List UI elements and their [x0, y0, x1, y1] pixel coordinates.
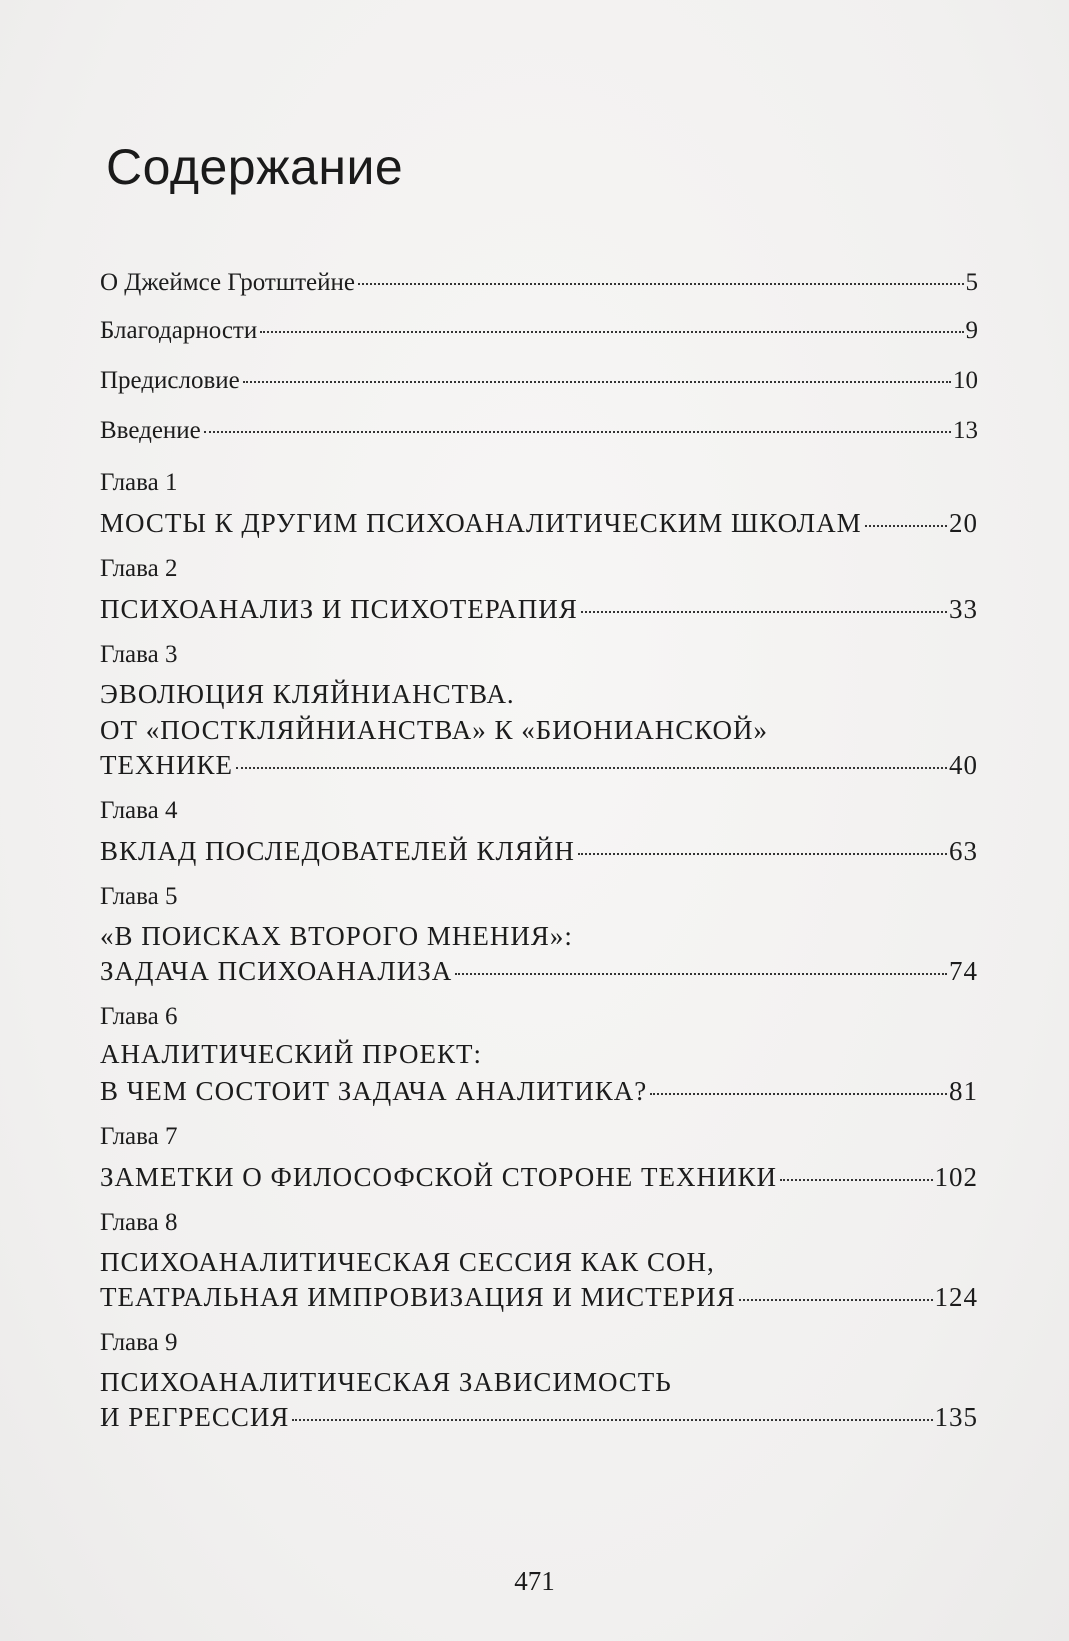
toc-entry-label: В ЧЕМ СОСТОИТ ЗАДАЧА АНАЛИТИКА? [100, 1076, 648, 1106]
chapter-label: Глава 1 [100, 469, 178, 496]
toc-page-number: 5 [965, 269, 978, 296]
dot-leader [292, 1419, 932, 1421]
chapter-label: Глава 6 [100, 1003, 178, 1030]
chapter-label: Глава 4 [100, 797, 178, 824]
chapter-title-line: «В ПОИСКАХ ВТОРОГО МНЕНИЯ»: [100, 921, 573, 951]
toc-page-number: 102 [934, 1162, 978, 1192]
toc-entry-chapter-5[interactable] [100, 954, 978, 988]
dot-leader [578, 853, 947, 855]
toc-entry-front-0[interactable] [100, 266, 978, 300]
chapter-title-line: ПСИХОАНАЛИТИЧЕСКАЯ ЗАВИСИМОСТЬ [100, 1367, 672, 1397]
toc-entry-chapter-3[interactable] [100, 748, 978, 782]
dot-leader [236, 767, 947, 769]
chapter-label: Глава 2 [100, 555, 178, 582]
chapter-label: Глава 5 [100, 883, 178, 910]
dot-leader [739, 1299, 933, 1301]
chapter-title-line: АНАЛИТИЧЕСКИЙ ПРОЕКТ: [100, 1039, 482, 1069]
dot-leader [455, 973, 947, 975]
dot-leader [204, 431, 951, 433]
toc-entry-chapter-9[interactable] [100, 1400, 978, 1434]
chapter-label: Глава 7 [100, 1123, 178, 1150]
dot-leader [650, 1093, 947, 1095]
toc-entry-label: Благодарности [100, 317, 258, 344]
toc-entry-chapter-1[interactable] [100, 506, 978, 540]
page-title: Содержание [106, 139, 404, 195]
chapter-title-line: ПСИХОАНАЛИТИЧЕСКАЯ СЕССИЯ КАК СОН, [100, 1247, 715, 1277]
toc-entry-front-2[interactable] [100, 364, 978, 398]
chapter-title-line: ОТ «ПОСТКЛЯЙНИАНСТВА» К «БИОНИАНСКОЙ» [100, 715, 769, 745]
toc-entry-chapter-2[interactable] [100, 592, 978, 626]
toc-entry-chapter-7[interactable] [100, 1160, 978, 1194]
toc-entry-label: ЗАДАЧА ПСИХОАНАЛИЗА [100, 956, 453, 986]
toc-page-number: 20 [949, 508, 978, 538]
toc-entry-label: ТЕХНИКЕ [100, 750, 233, 780]
chapter-label: Глава 8 [100, 1209, 178, 1236]
toc-page-number: 74 [949, 956, 978, 986]
toc-page-number: 13 [953, 417, 978, 444]
toc-page-number: 40 [949, 750, 978, 780]
toc-page-number: 124 [934, 1282, 978, 1312]
toc-page-number: 63 [949, 836, 978, 866]
toc-page-number: 33 [949, 594, 978, 624]
toc-page-number: 81 [949, 1076, 978, 1106]
dot-leader [243, 381, 951, 383]
toc-entry-chapter-6[interactable] [100, 1074, 978, 1108]
toc-entry-label: О Джеймсе Гротштейне [100, 269, 355, 296]
dot-leader [358, 283, 964, 285]
dot-leader [780, 1179, 933, 1181]
toc-entry-chapter-8[interactable] [100, 1280, 978, 1314]
toc-entry-label: ЗАМЕТКИ О ФИЛОСОФСКОЙ СТОРОНЕ ТЕХНИКИ [100, 1162, 777, 1192]
chapter-label: Глава 3 [100, 641, 178, 668]
dot-leader [865, 525, 947, 527]
toc-page-number: 9 [965, 317, 978, 344]
chapter-title-line: ЭВОЛЮЦИЯ КЛЯЙНИАНСТВА. [100, 679, 515, 709]
toc-entry-label: ПСИХОАНАЛИЗ И ПСИХОТЕРАПИЯ [100, 594, 578, 624]
toc-entry-label: ТЕАТРАЛЬНАЯ ИМПРОВИЗАЦИЯ И МИСТЕРИЯ [100, 1282, 736, 1312]
toc-entry-label: Предисловие [100, 367, 240, 394]
toc-entry-front-3[interactable] [100, 414, 978, 448]
toc-page-number: 10 [953, 367, 978, 394]
toc-entry-label: МОСТЫ К ДРУГИМ ПСИХОАНАЛИТИЧЕСКИМ ШКОЛАМ [100, 508, 862, 538]
chapter-label: Глава 9 [100, 1329, 178, 1356]
toc-entry-chapter-4[interactable] [100, 834, 978, 868]
toc-entry-label: И РЕГРЕССИЯ [100, 1402, 290, 1432]
toc-entry-front-1[interactable] [100, 314, 978, 348]
dot-leader [581, 611, 947, 613]
toc-entry-label: ВКЛАД ПОСЛЕДОВАТЕЛЕЙ КЛЯЙН [100, 836, 575, 866]
toc-entry-label: Введение [100, 417, 201, 444]
dot-leader [260, 331, 963, 333]
toc-page-number: 135 [934, 1402, 978, 1432]
page-number: 471 [514, 1566, 555, 1596]
